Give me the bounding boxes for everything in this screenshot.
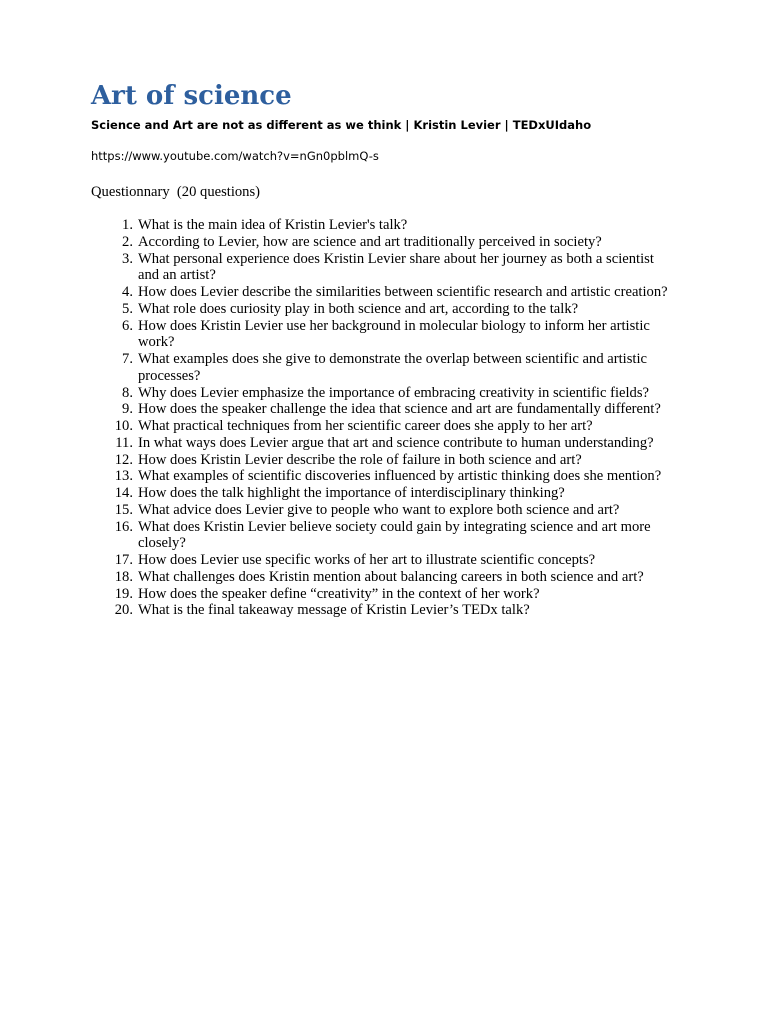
question-text: How does Levier describe the similarities between scientific research and artistic creation? bbox=[138, 284, 668, 300]
question-item bbox=[0, 418, 678, 435]
question-item bbox=[0, 452, 678, 469]
question-text: What role does curiosity play in both science and art, according to the talk? bbox=[138, 300, 579, 317]
question-number: 8. bbox=[122, 384, 133, 401]
question-text: What is the final takeaway message of Kristin Levier’s TEDx talk? bbox=[138, 602, 530, 619]
question-item bbox=[0, 385, 678, 402]
questions-list bbox=[0, 217, 768, 619]
question-text: What does Kristin Levier believe society could gain by integrating science and art more closely? bbox=[138, 518, 651, 552]
question-item bbox=[0, 435, 678, 452]
question-item bbox=[0, 234, 678, 251]
question-item bbox=[0, 301, 678, 318]
question-text: What advice does Levier give to people who want to explore both science and art? bbox=[138, 501, 620, 518]
question-text: What is the main idea of Kristin Levier's talk? bbox=[138, 217, 408, 233]
question-text: What challenges does Kristin mention about balancing careers in both science and art? bbox=[138, 568, 644, 585]
question-number: 14. bbox=[114, 485, 133, 501]
question-item bbox=[0, 519, 678, 553]
question-number: 5. bbox=[122, 300, 133, 317]
question-number: 6. bbox=[122, 317, 133, 334]
question-item bbox=[0, 552, 678, 569]
question-number: 4. bbox=[122, 284, 133, 300]
question-text: In what ways does Levier argue that art and science contribute to human understanding? bbox=[138, 434, 654, 451]
question-text: What practical techniques from her scientific career does she apply to her art? bbox=[138, 418, 593, 434]
question-number: 16. bbox=[114, 518, 133, 535]
questionnaire-heading: Questionnary (20 questions) bbox=[91, 184, 261, 200]
question-text: How does the talk highlight the importance of interdisciplinary thinking? bbox=[138, 485, 565, 501]
talk-subtitle: Science and Art are not as different as we think | Kristin Levier | TEDxUIdaho bbox=[91, 118, 592, 132]
question-text: What personal experience does Kristin Levier share about her journey as both a scientist and an artist? bbox=[138, 250, 654, 284]
question-text: What examples of scientific discoveries influenced by artistic thinking does she mention? bbox=[138, 468, 662, 485]
question-number: 10. bbox=[114, 418, 133, 434]
question-number: 15. bbox=[114, 501, 133, 518]
question-number: 12. bbox=[114, 451, 133, 468]
question-number: 3. bbox=[122, 250, 133, 267]
question-number: 13. bbox=[114, 468, 133, 485]
question-text: How does the speaker define “creativity” in the context of her work? bbox=[138, 585, 540, 602]
question-number: 9. bbox=[122, 401, 133, 418]
question-number: 18. bbox=[114, 568, 133, 585]
question-item bbox=[0, 602, 678, 619]
question-item bbox=[0, 251, 678, 285]
question-item bbox=[0, 351, 678, 385]
question-text: How does the speaker challenge the idea that science and art are fundamentally different? bbox=[138, 401, 661, 418]
question-number: 19. bbox=[114, 585, 133, 602]
question-item bbox=[0, 284, 678, 301]
question-item bbox=[0, 401, 678, 418]
question-text: According to Levier, how are science and art traditionally perceived in society? bbox=[138, 233, 602, 250]
question-item bbox=[0, 485, 678, 502]
question-item bbox=[0, 502, 678, 519]
question-text: How does Levier use specific works of her art to illustrate scientific concepts? bbox=[138, 552, 596, 568]
question-number: 1. bbox=[122, 217, 133, 233]
question-number: 11. bbox=[115, 434, 133, 451]
question-text: Why does Levier emphasize the importance of embracing creativity in scientific fields? bbox=[138, 384, 649, 401]
question-number: 20. bbox=[114, 602, 133, 619]
question-item bbox=[0, 468, 678, 485]
video-url: https://www.youtube.com/watch?v=nGn0pblmQ-s bbox=[91, 149, 379, 163]
question-text: How does Kristin Levier describe the role of failure in both science and art? bbox=[138, 451, 582, 468]
question-number: 7. bbox=[122, 351, 133, 367]
question-item bbox=[0, 586, 678, 603]
question-item bbox=[0, 217, 678, 234]
document-title: Art of science bbox=[91, 81, 292, 111]
question-item bbox=[0, 318, 678, 352]
question-number: 2. bbox=[122, 233, 133, 250]
question-text: How does Kristin Levier use her background in molecular biology to inform her artistic work? bbox=[138, 317, 650, 351]
question-number: 17. bbox=[114, 552, 133, 568]
question-item bbox=[0, 569, 678, 586]
question-text: What examples does she give to demonstrate the overlap between scientific and artistic processes? bbox=[138, 351, 647, 384]
